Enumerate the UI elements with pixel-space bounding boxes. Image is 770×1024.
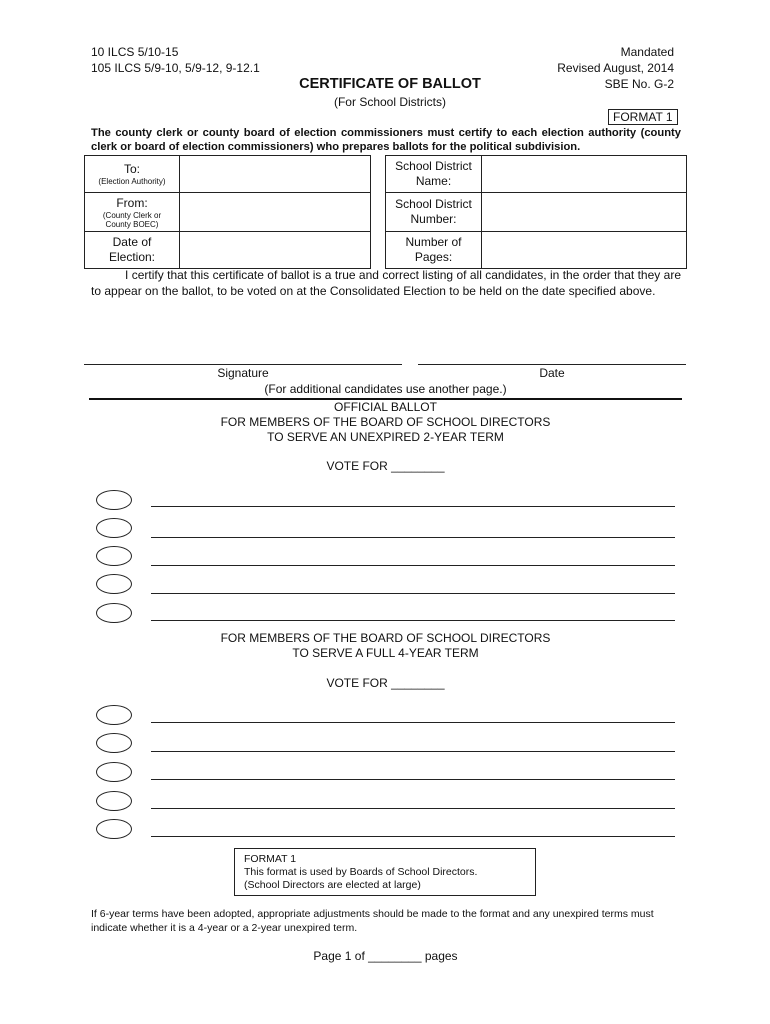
page-subtitle: (For School Districts) [333, 95, 446, 109]
section2-heading-1: FOR MEMBERS OF THE BOARD OF SCHOOL DIRECTORS [220, 631, 551, 645]
date-label-1: Date of [112, 235, 152, 249]
candidate-name-line[interactable] [151, 751, 675, 752]
candidate-name-line[interactable] [151, 779, 675, 780]
additional-candidates-note: (For additional candidates use another page.) [264, 382, 507, 396]
pages-label-2: Pages: [414, 250, 453, 264]
format-note-election: (School Directors are elected at large) [244, 879, 421, 891]
date-label-cell [84, 231, 180, 269]
candidate-oval[interactable] [96, 819, 132, 839]
section1-heading-1: FOR MEMBERS OF THE BOARD OF SCHOOL DIRECTORS [220, 415, 551, 429]
school-district-number-field[interactable] [481, 192, 687, 232]
to-label-cell [84, 155, 180, 193]
revised-date: Revised August, 2014 [557, 61, 674, 75]
section1-vote-for: VOTE FOR ________ [326, 459, 445, 473]
statute-citation-1: 10 ILCS 5/10-15 [91, 45, 179, 59]
from-sublabel-1: (County Clerk or [102, 210, 162, 220]
official-ballot-heading: OFFICIAL BALLOT [334, 400, 437, 414]
section2-vote-for: VOTE FOR ________ [326, 676, 445, 690]
district-number-label-2: Number: [410, 212, 457, 226]
section1-heading-2: TO SERVE AN UNEXPIRED 2-YEAR TERM [267, 430, 504, 444]
section2-heading-2: TO SERVE A FULL 4-YEAR TERM [292, 646, 479, 660]
candidate-name-line[interactable] [151, 506, 675, 507]
date-label: Date [539, 366, 565, 380]
candidate-name-line[interactable] [151, 808, 675, 809]
candidate-oval[interactable] [96, 705, 132, 725]
date-line[interactable] [418, 364, 686, 365]
mandated-label: Mandated [620, 45, 674, 59]
candidate-oval[interactable] [96, 762, 132, 782]
date-of-election-field[interactable] [179, 231, 371, 269]
number-of-pages-field[interactable] [481, 231, 687, 269]
candidate-oval[interactable] [96, 603, 132, 623]
to-election-authority-field[interactable] [179, 155, 371, 193]
candidate-name-line[interactable] [151, 565, 675, 566]
from-label-cell [84, 192, 180, 232]
district-name-label-cell [385, 155, 482, 193]
date-label-2: Election: [108, 250, 156, 264]
from-sublabel-2: County BOEC) [105, 219, 159, 229]
instruction-text: The county clerk or county board of election commissioners must certify to each election authority (county clerk or board of election commissioners) who prepares ballots for the political subdivision. [91, 127, 681, 153]
candidate-name-line[interactable] [151, 836, 675, 837]
candidate-name-line[interactable] [151, 620, 675, 621]
signature-label: Signature [217, 366, 269, 380]
candidate-oval[interactable] [96, 574, 132, 594]
certificate-form-table [84, 155, 687, 269]
candidate-oval[interactable] [96, 546, 132, 566]
district-number-label-cell [385, 192, 482, 232]
from-label: From: [116, 195, 148, 210]
page-title: CERTIFICATE OF BALLOT [299, 76, 481, 92]
candidate-oval[interactable] [96, 733, 132, 753]
candidate-oval[interactable] [96, 518, 132, 538]
district-name-label-1: School District [395, 159, 472, 173]
pages-label-cell [385, 231, 482, 269]
to-label: To: [123, 161, 140, 176]
district-name-label-2: Name: [415, 174, 452, 188]
certification-statement: I certify that this certificate of ballot is a true and correct listing of all candidates, in the order that they are to appear on the ballot, to be voted on at the Consolidated Election to be held on the date specified above. [91, 268, 681, 298]
candidate-name-line[interactable] [151, 537, 675, 538]
candidate-oval[interactable] [96, 791, 132, 811]
footer-adjustment-note: If 6-year terms have been adopted, appropriate adjustments should be made to the format and any unexpired terms must indicate whether it is a 4-year or a 2-year unexpired term. [91, 908, 654, 934]
to-sublabel: (Election Authority) [98, 176, 166, 186]
candidate-oval[interactable] [96, 490, 132, 510]
signature-line[interactable] [84, 364, 402, 365]
candidate-name-line[interactable] [151, 593, 675, 594]
school-district-name-field[interactable] [481, 155, 687, 193]
district-number-label-1: School District [395, 197, 472, 211]
format-note-usage: This format is used by Boards of School Directors. [244, 866, 478, 878]
form-number: SBE No. G-2 [604, 77, 674, 91]
from-county-clerk-field[interactable] [179, 192, 371, 232]
format-note-box [234, 848, 536, 896]
pages-label-1: Number of [405, 235, 462, 249]
format-badge: FORMAT 1 [608, 109, 678, 125]
format-note-title: FORMAT 1 [244, 853, 297, 865]
statute-citation-2: 105 ILCS 5/9-10, 5/9-12, 9-12.1 [91, 61, 260, 75]
candidate-name-line[interactable] [151, 722, 675, 723]
page-number-footer: Page 1 of ________ pages [313, 949, 458, 963]
